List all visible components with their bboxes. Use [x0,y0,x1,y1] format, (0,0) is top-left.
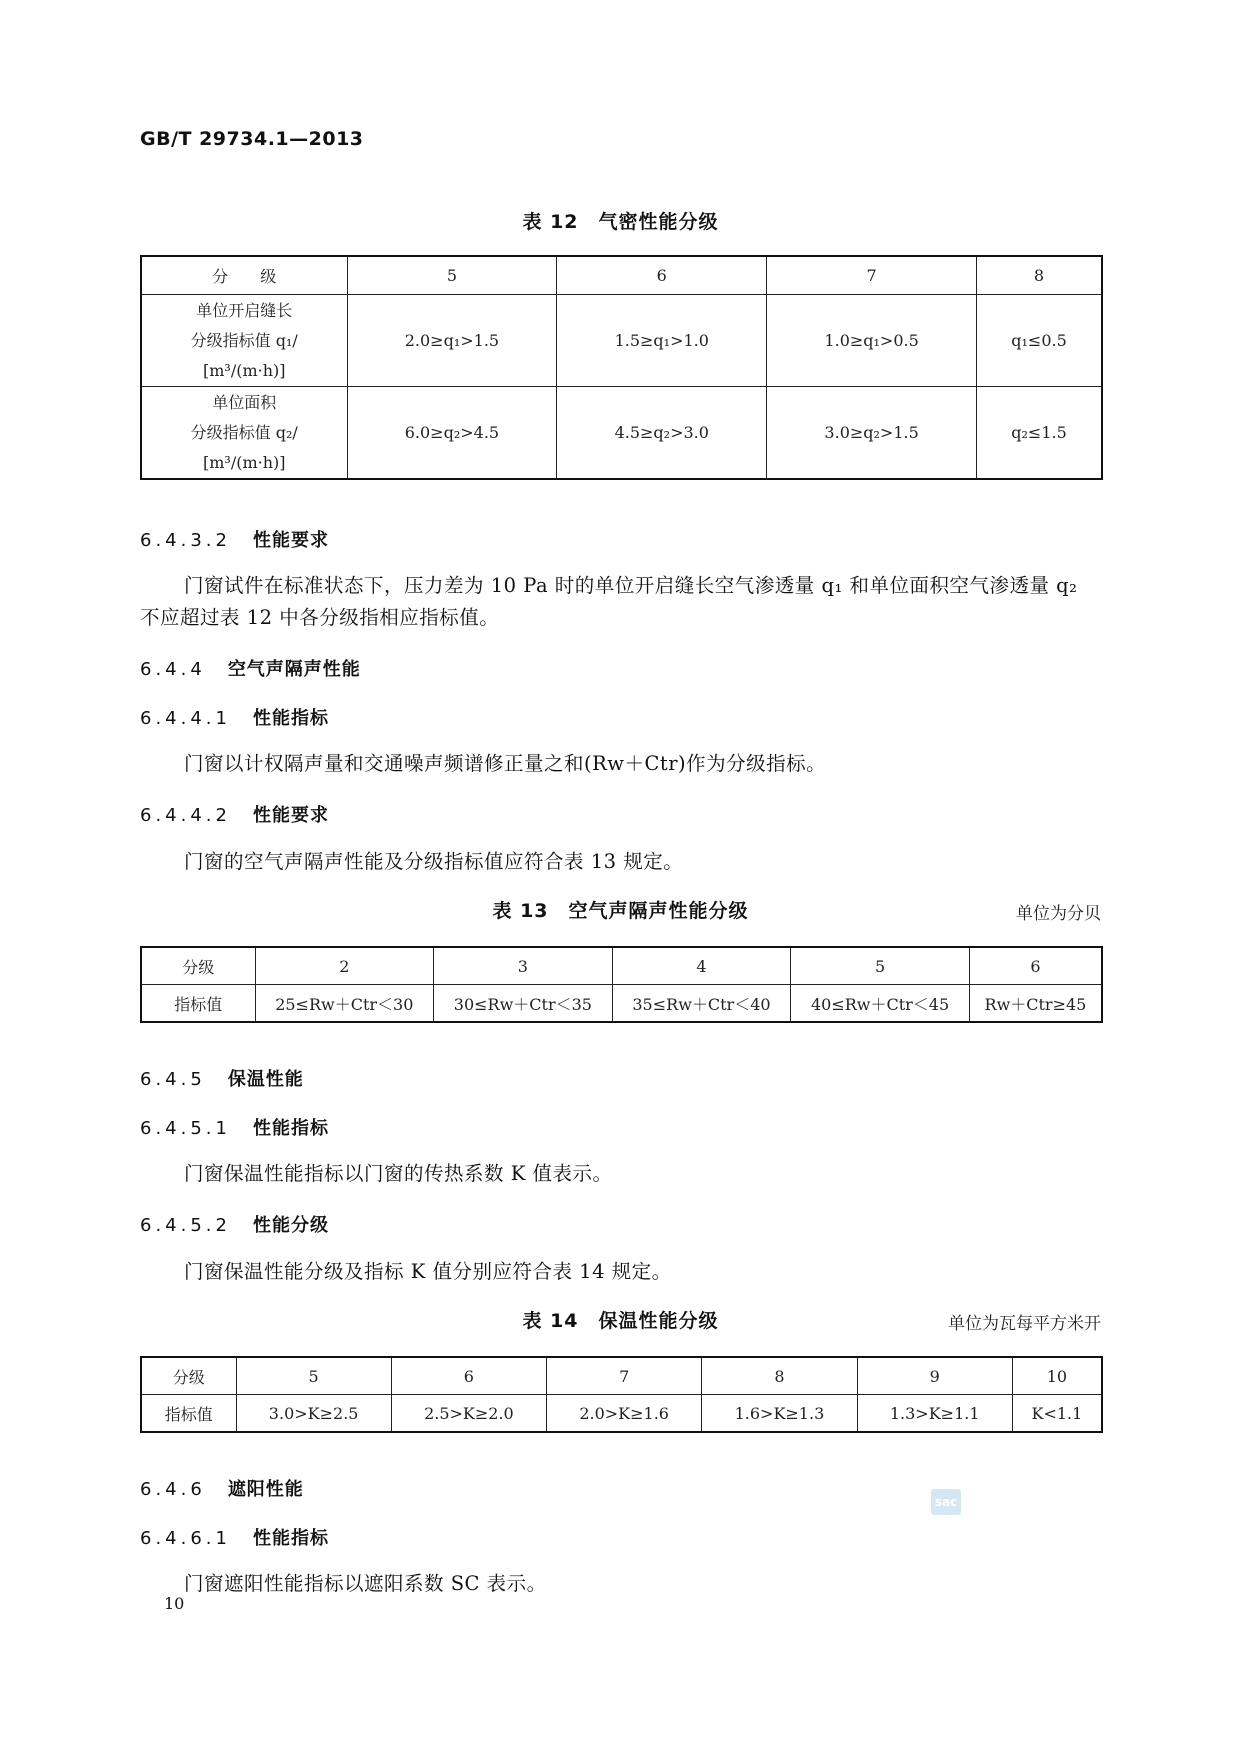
table-14-unit: 单位为瓦每平方米开 [948,1314,1101,1334]
table-cell: q₁≤0.5 [977,295,1102,387]
table-cell: 30≤Rw＋Ctr＜35 [434,985,613,1023]
table-cell: 分 级 [141,256,347,295]
table-13-caption: 表 13 空气声隔声性能分级 [492,900,749,922]
table-cell: Rw＋Ctr≥45 [969,985,1102,1023]
table-cell: 40≤Rw＋Ctr＜45 [791,985,970,1023]
table-cell: 4.5≥q₂>3.0 [557,387,767,480]
paragraph: 门窗的空气声隔声性能及分级指标值应符合表 13 规定。 [184,850,684,873]
section-number: 6.4.4 [140,659,206,680]
table-cell: 分级 [141,947,255,985]
section-heading [140,655,361,681]
table-cell: 1.6>K≥1.3 [702,1395,857,1433]
section-number: 6.4.4.2 [140,805,231,826]
section-title: 性能要求 [252,805,329,826]
table-cell: 3.0>K≥2.5 [236,1395,391,1433]
table-cell: 6 [557,256,767,295]
section-title: 遮阳性能 [227,1479,304,1500]
section-title: 性能指标 [252,1118,329,1139]
section-number: 6.4.6.1 [140,1528,231,1549]
table-cell: 9 [857,1357,1012,1395]
section-heading [140,1211,329,1237]
section-heading [140,1065,304,1091]
section-title: 性能指标 [252,1528,329,1549]
table-cell: 2.5>K≥2.0 [391,1395,546,1433]
table-14 [140,1356,1103,1433]
table-cell: 7 [547,1357,702,1395]
table-cell: 指标值 [141,985,255,1023]
paragraph: 门窗遮阳性能指标以遮阳系数 SC 表示。 [184,1572,547,1595]
table-row [141,387,1102,480]
table-12-caption: 表 12 气密性能分级 [522,211,719,233]
table-row [141,295,1102,387]
table-cell: 5 [236,1357,391,1395]
table-13 [140,946,1103,1023]
table-row [141,1395,1102,1433]
section-title: 性能分级 [252,1215,329,1236]
row-label-line: 单位开启缝长 [196,300,293,320]
table-14-caption: 表 14 保温性能分级 [522,1310,719,1332]
table-cell: 分级 [141,1357,236,1395]
section-number: 6.4.5.1 [140,1118,231,1139]
row-label-line: 分级指标值 q₂/ [190,422,298,442]
paragraph: 门窗保温性能指标以门窗的传热系数 K 值表示。 [184,1162,613,1185]
section-heading [140,801,329,827]
table-cell: 2.0≥q₁>1.5 [347,295,557,387]
table-cell: 35≤Rw＋Ctr＜40 [612,985,791,1023]
table-cell: 5 [791,947,970,985]
section-number: 6.4.4.1 [140,708,231,729]
table-cell: 10 [1012,1357,1102,1395]
section-heading [140,1114,329,1140]
row-label-line: 分级指标值 q₁/ [190,330,298,350]
section-number: 6.4.3.2 [140,530,231,551]
table-cell: 3 [434,947,613,985]
section-heading [140,1524,329,1550]
table-cell: 4 [612,947,791,985]
row-label [141,295,347,387]
row-label-line: [m³/(m·h)] [202,360,286,380]
section-title: 保温性能 [227,1069,304,1090]
sac-watermark: sac [931,1489,961,1515]
table-cell: 6 [969,947,1102,985]
table-cell: q₂≤1.5 [977,387,1102,480]
table-cell: 指标值 [141,1395,236,1433]
table-cell: 6.0≥q₂>4.5 [347,387,557,480]
table-cell: 1.5≥q₁>1.0 [557,295,767,387]
table-row [141,256,1102,295]
table-row [141,947,1102,985]
paragraph: 门窗以计权隔声量和交通噪声频谱修正量之和(Rw＋Ctr)作为分级指标。 [184,752,827,775]
table-cell: K<1.1 [1012,1395,1102,1433]
table-cell: 8 [977,256,1102,295]
section-title: 性能指标 [252,708,329,729]
table-cell: 1.3>K≥1.1 [857,1395,1012,1433]
section-heading [140,704,329,730]
section-title: 空气声隔声性能 [227,659,361,680]
table-row [141,985,1102,1023]
paragraph: 门窗保温性能分级及指标 K 值分别应符合表 14 规定。 [184,1260,672,1283]
row-label-line: 单位面积 [212,392,277,412]
document-header: GB/T 29734.1—2013 [140,128,364,150]
table-cell: 6 [391,1357,546,1395]
table-cell: 2 [255,947,434,985]
table-12 [140,255,1103,480]
table-cell: 8 [702,1357,857,1395]
section-number: 6.4.5 [140,1069,206,1090]
section-heading [140,526,329,552]
table-13-unit: 单位为分贝 [1016,904,1101,924]
table-cell: 3.0≥q₂>1.5 [767,387,977,480]
row-label-line: [m³/(m·h)] [202,452,286,472]
section-number: 6.4.5.2 [140,1215,231,1236]
table-row [141,1357,1102,1395]
section-number: 6.4.6 [140,1479,206,1500]
table-cell: 7 [767,256,977,295]
section-title: 性能要求 [252,530,329,551]
page-number: 10 [164,1594,185,1613]
table-cell: 5 [347,256,557,295]
table-cell: 1.0≥q₁>0.5 [767,295,977,387]
paragraph: 门窗试件在标准状态下，压力差为 10 Pa 时的单位开启缝长空气渗透量 q₁ 和单位面积空气渗透量 q₂ 不应超过表 12 中各分级指相应指标值。 [140,574,1078,629]
row-label [141,387,347,480]
section-heading [140,1475,304,1501]
table-cell: 25≤Rw＋Ctr＜30 [255,985,434,1023]
table-cell: 2.0>K≥1.6 [547,1395,702,1433]
